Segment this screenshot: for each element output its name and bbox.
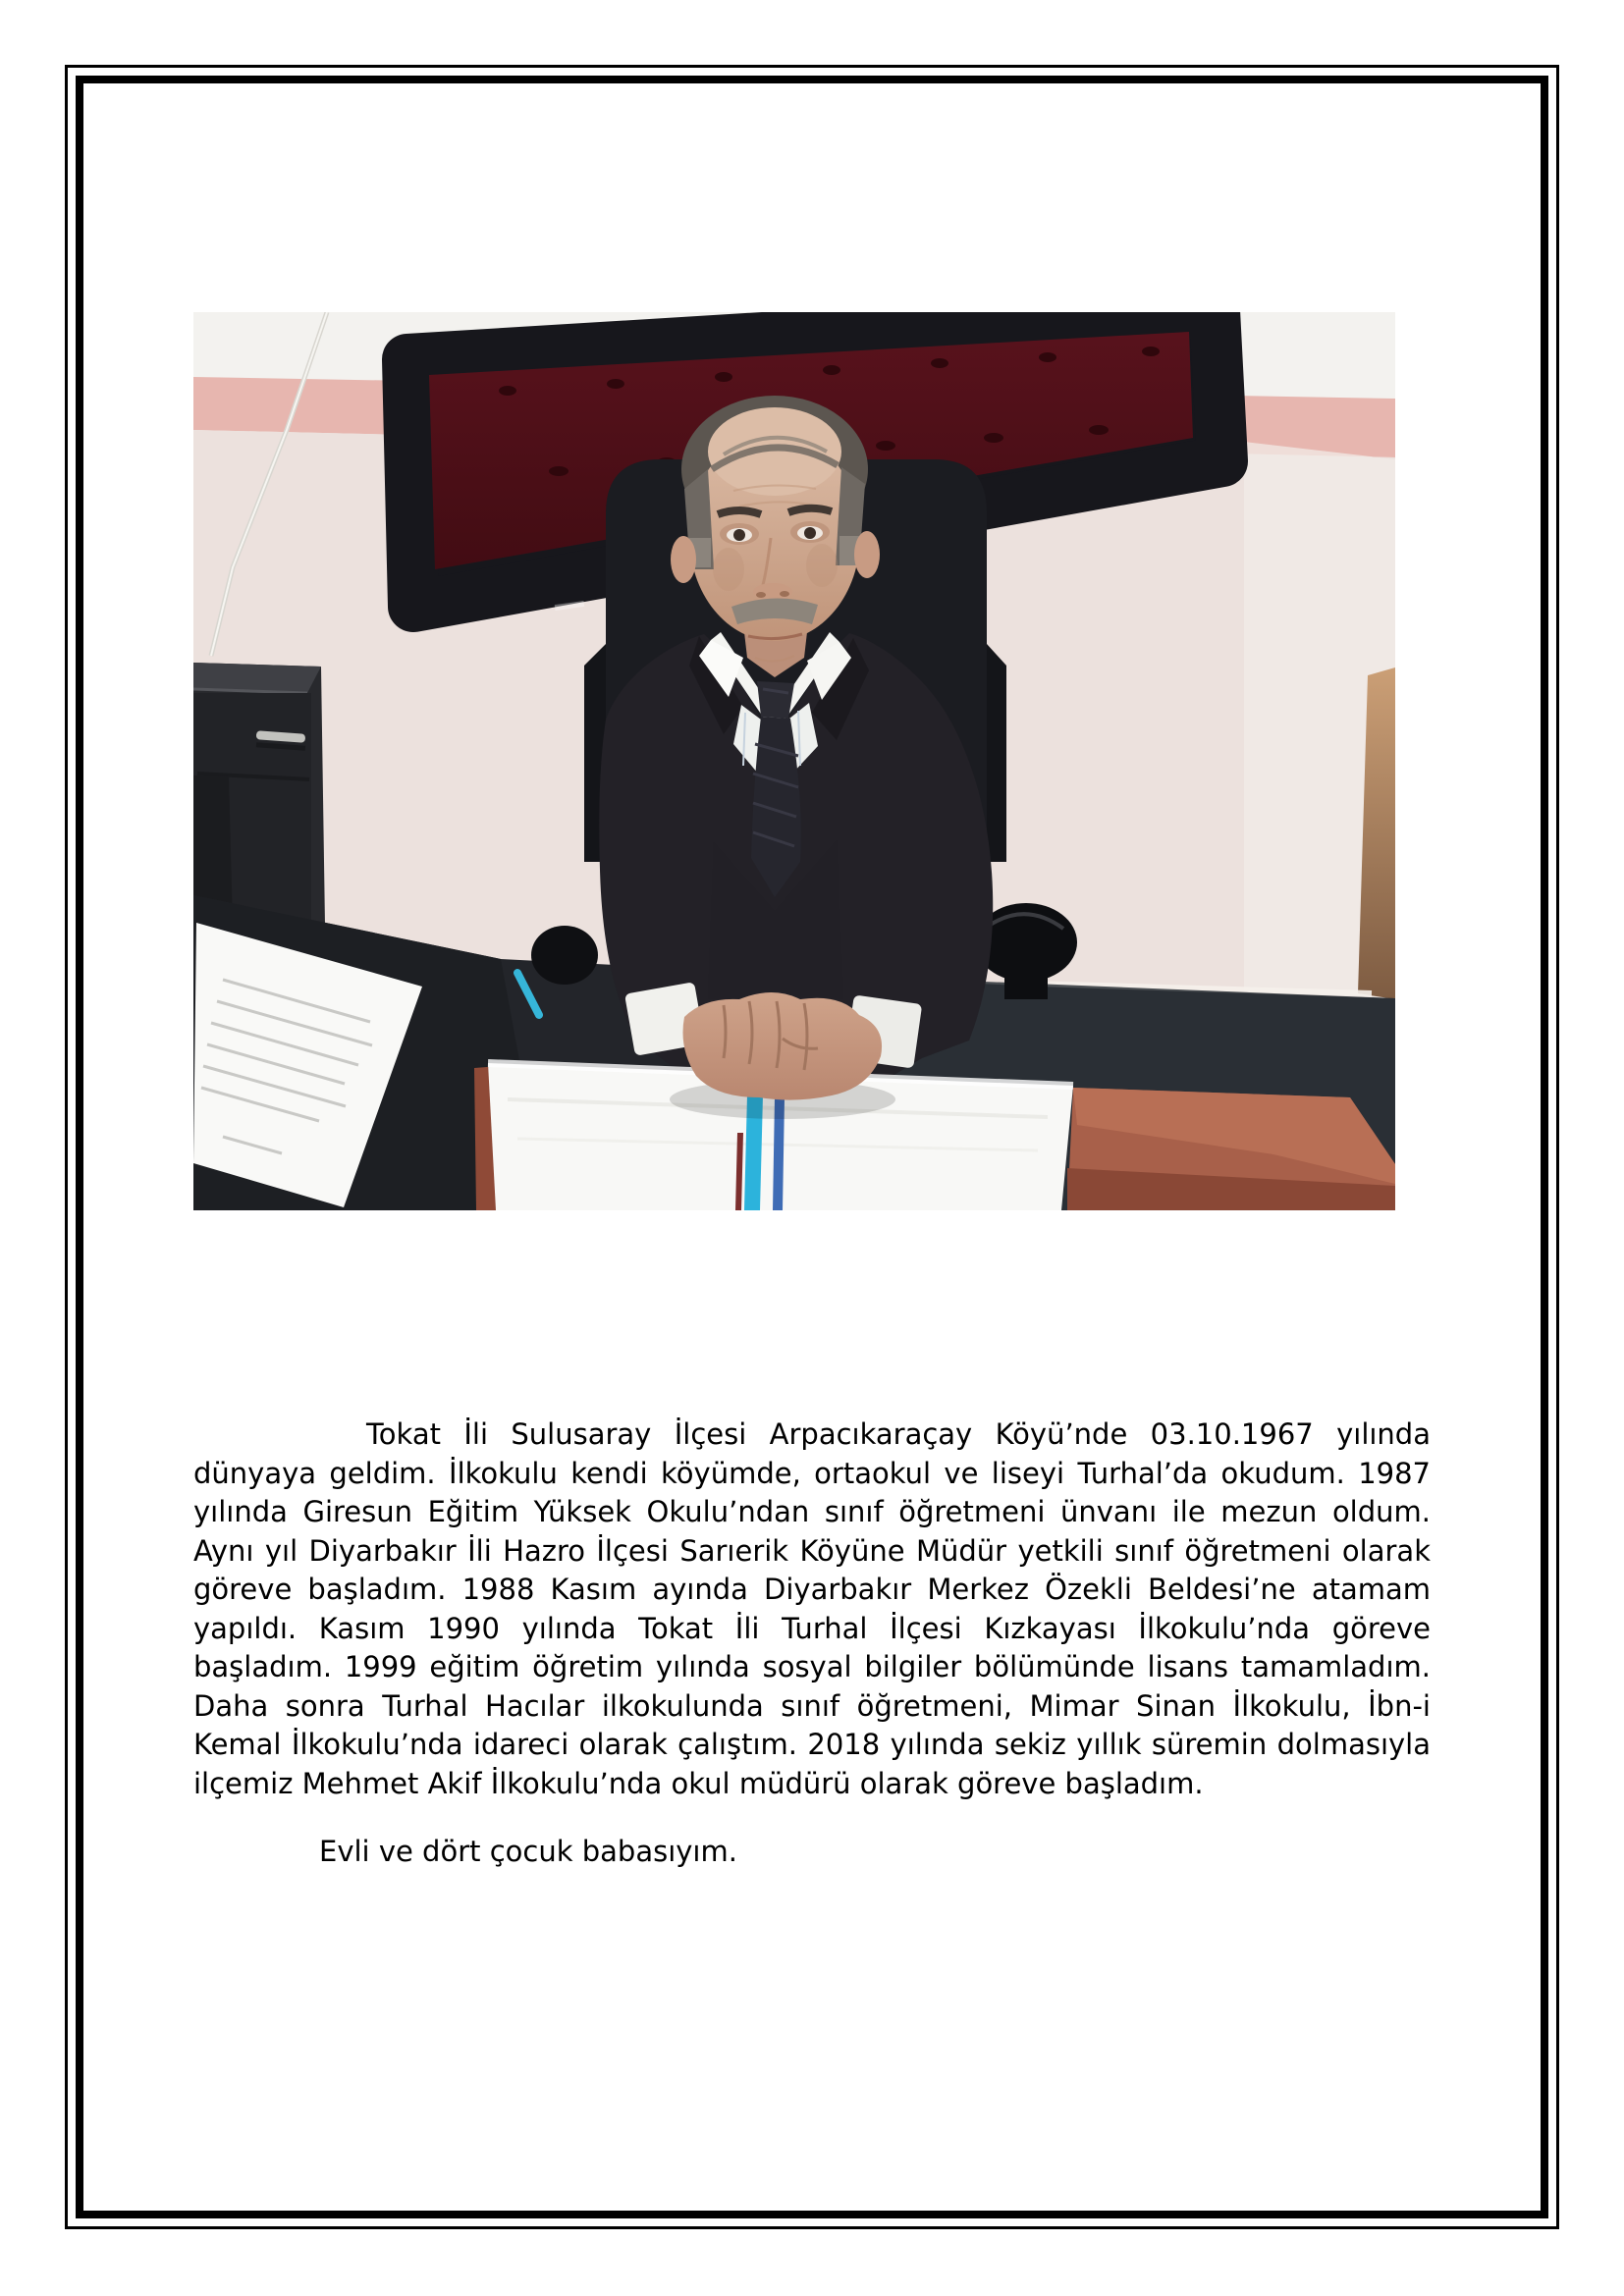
eyebrow-left [718, 510, 761, 514]
eyebrow-right [788, 508, 832, 512]
folder-right-brown [1067, 1088, 1395, 1210]
portrait-photo [193, 312, 1395, 1210]
biography-text [193, 1415, 1431, 1872]
chair-armrest-left [531, 926, 598, 985]
ear-left [671, 536, 696, 583]
office-cabinet [193, 663, 325, 926]
biography-closing-line: Evli ve dört çocuk babasıyım. [319, 1835, 737, 1868]
portrait-photo-scene [193, 312, 1395, 1210]
ear-right [854, 531, 880, 578]
biography-paragraph: Tokat İli Sulusaray İlçesi Arpacıkaraçay Köyü’nde 03.10.1967 yılında dünyaya geldim. İlkokulu kendi köyümde, ortaokul ve liseyi Turhal’da okudum. 1987 yılında Giresun Eğitim Yüksek Okulu’ndan sınıf öğretmeni ünvanı ile mezun oldum. Aynı yıl Diyarbakır İli Hazro İlçesi Sarıerik Köyüne Müdür yetkili sınıf öğretmeni olarak göreve başladım. 1988 Kasım ayında Diyarbakır Merkez Özekli Beldesi’ne atamam yapıldı. Kasım 1990 yılında Tokat İli Turhal İlçesi Kızkayası İlkokulu’nda göreve başladım. 1999 eğitim öğretim yılında sosyal bilgiler bölümünde lisans tamamladım. Daha sonra Turhal Hacılar ilkokulunda sınıf öğretmeni, Mimar Sinan İlkokulu, İbn-i Kemal İlkokulu’nda idareci olarak çalıştım. 2018 yılında sekiz yıllık süremin dolmasıyla ilçemiz Mehmet Akif İlkokulu’nda okul müdürü olarak göreve başladım. [193, 1417, 1431, 1800]
